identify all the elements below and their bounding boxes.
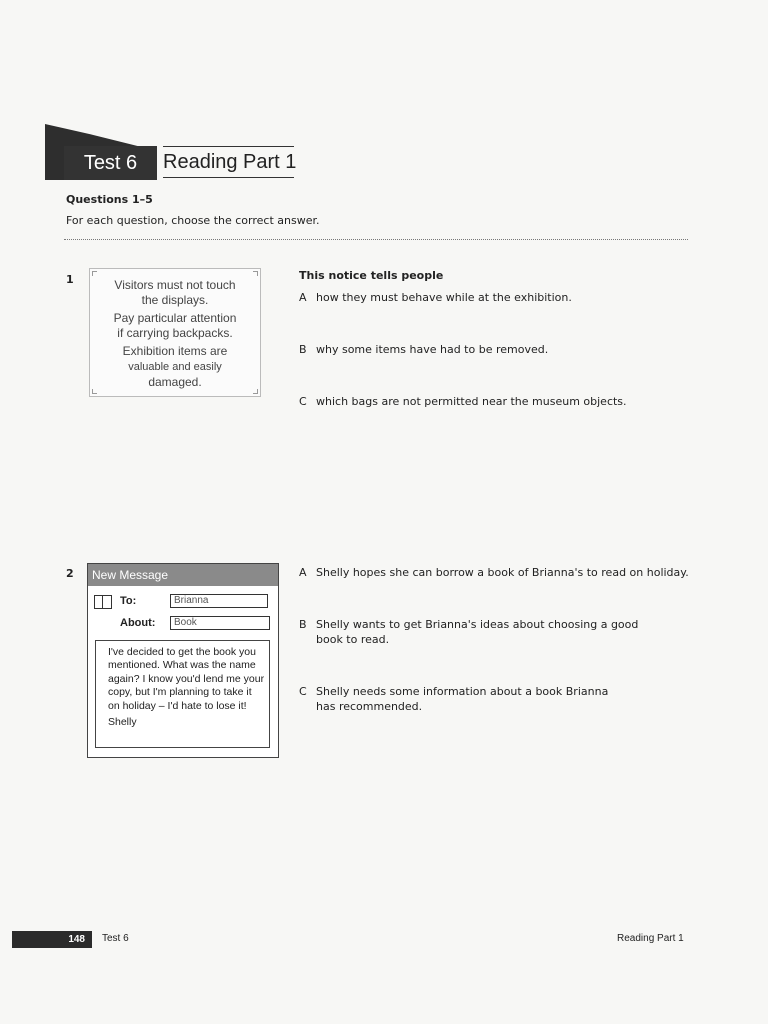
option-letter: A xyxy=(299,291,307,304)
about-label: About: xyxy=(120,617,156,629)
question-stem: This notice tells people xyxy=(299,269,444,282)
option-2b[interactable] xyxy=(299,617,666,647)
to-field: Brianna xyxy=(170,594,268,608)
notice-line xyxy=(90,311,260,341)
divider xyxy=(64,239,688,240)
questions-range: Questions 1–5 xyxy=(66,193,153,206)
option-2c[interactable] xyxy=(299,684,616,714)
notice-text: Visitors must not touch xyxy=(114,278,236,292)
question-number-2: 2 xyxy=(66,567,74,580)
message-text: I've decided to get the book you mentioned. What was the name again? I know you'd lend me your copy, but I'm planning to take it on holiday – I'd hate to lose it! xyxy=(108,646,265,712)
option-letter: B xyxy=(299,343,307,356)
notice-line xyxy=(90,278,260,308)
title-rule-bottom xyxy=(163,177,294,178)
option-text: how they must behave while at the exhibition. xyxy=(316,291,572,304)
option-text: Shelly needs some information about a book Brianna has recommended. xyxy=(316,685,609,713)
title-rule-top xyxy=(163,146,294,147)
option-text: which bags are not permitted near the museum objects. xyxy=(316,395,627,408)
section-title: Reading Part 1 xyxy=(163,151,297,173)
option-1a[interactable] xyxy=(299,290,572,305)
option-letter: C xyxy=(299,685,307,698)
about-field: Book xyxy=(170,616,270,630)
footer-section-label: Reading Part 1 xyxy=(617,933,684,944)
instructions: For each question, choose the correct answer. xyxy=(66,214,320,227)
option-text: why some items have had to be removed. xyxy=(316,343,549,356)
footer-test-label: Test 6 xyxy=(102,933,129,944)
option-1b[interactable] xyxy=(299,342,548,357)
message-window-title: New Message xyxy=(88,564,278,586)
test-label: Test 6 xyxy=(64,146,157,180)
notice-text: Exhibition items are xyxy=(122,344,228,358)
notice-text: Pay particular attention xyxy=(113,311,237,325)
message-window xyxy=(87,563,279,758)
notice-corner xyxy=(253,271,258,276)
message-signature: Shelly xyxy=(108,716,137,729)
page-number: 148 xyxy=(12,931,92,948)
option-letter: B xyxy=(299,618,307,631)
question-number-1: 1 xyxy=(66,273,74,286)
message-body xyxy=(95,640,270,748)
option-1c[interactable] xyxy=(299,394,627,409)
notice-corner xyxy=(253,389,258,394)
to-label: To: xyxy=(120,595,137,607)
option-2a[interactable] xyxy=(299,565,689,580)
notice-corner xyxy=(92,389,97,394)
notice-text: damaged. xyxy=(148,375,202,389)
option-letter: A xyxy=(299,566,307,579)
book-icon xyxy=(94,595,112,609)
notice-sign xyxy=(89,268,261,397)
notice-corner xyxy=(92,271,97,276)
notice-text: if carrying backpacks. xyxy=(117,326,233,340)
option-text: Shelly hopes she can borrow a book of Brianna's to read on holiday. xyxy=(316,566,689,579)
notice-line xyxy=(90,344,260,390)
option-text: Shelly wants to get Brianna's ideas about choosing a good book to read. xyxy=(316,618,639,646)
notice-text: valuable and easily xyxy=(128,361,222,373)
option-letter: C xyxy=(299,395,307,408)
notice-text: the displays. xyxy=(141,293,209,307)
